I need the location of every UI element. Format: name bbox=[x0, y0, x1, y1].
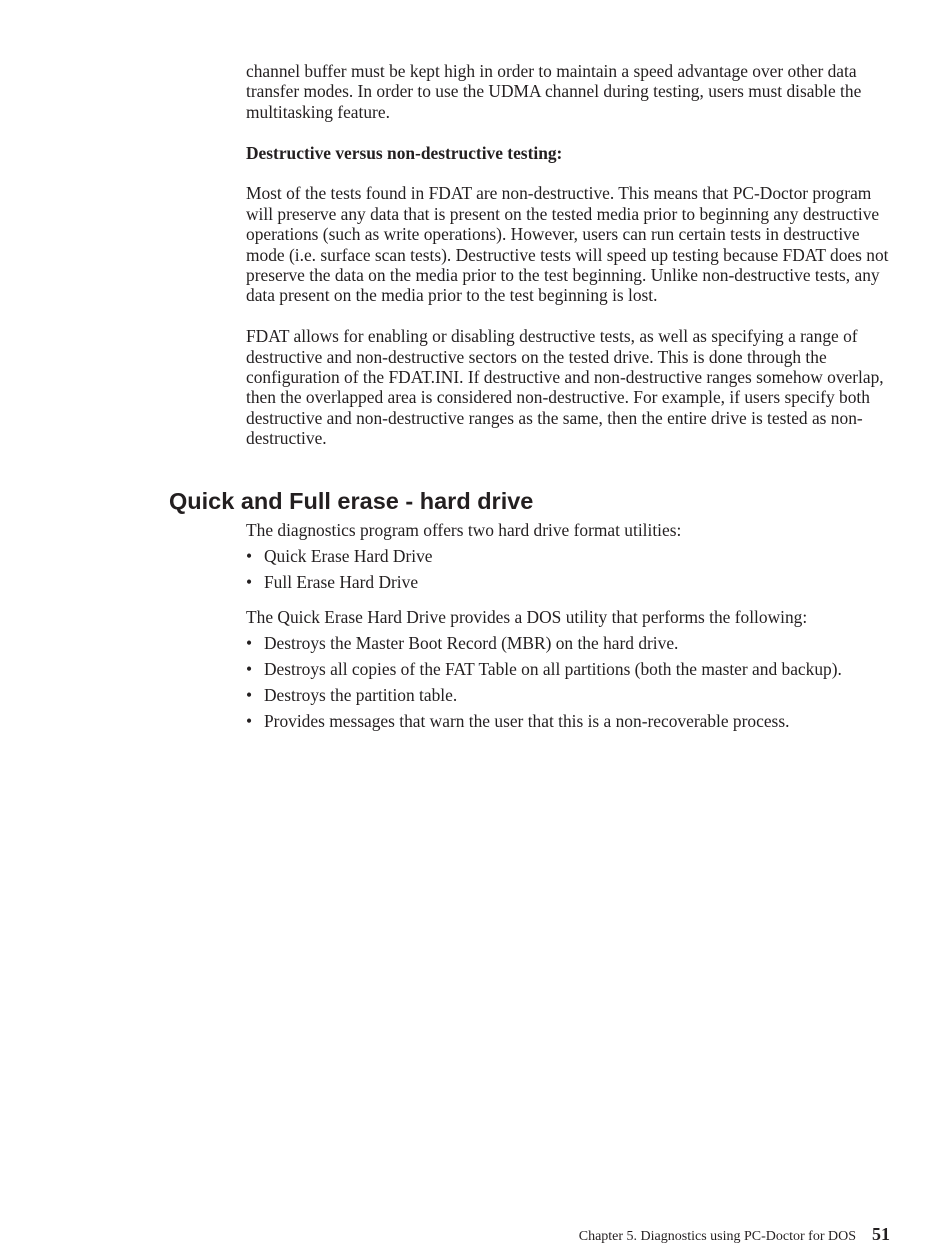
erase-section-body bbox=[246, 520, 894, 737]
list-item bbox=[246, 711, 894, 731]
utilities-lead: The diagnostics program offers two hard drive format utilities: bbox=[246, 520, 682, 540]
list-item-text: Full Erase Hard Drive bbox=[264, 571, 419, 592]
destructive-testing-subheading: Destructive versus non-destructive testing: bbox=[246, 142, 563, 163]
bullet-icon: • bbox=[246, 684, 253, 705]
intro-block bbox=[246, 61, 894, 469]
bullet-icon: • bbox=[246, 545, 253, 566]
list-item-text: Destroys all copies of the FAT Table on all partitions (both the master and backup). bbox=[264, 659, 842, 680]
bullet-icon: • bbox=[246, 659, 253, 680]
list-item bbox=[246, 572, 894, 592]
section-heading: Quick and Full erase - hard drive bbox=[169, 488, 534, 514]
bullet-icon: • bbox=[246, 710, 253, 731]
list-item bbox=[246, 685, 894, 705]
quick-erase-lead: The Quick Erase Hard Drive provides a DOS utility that performs the following: bbox=[246, 607, 808, 628]
bullet-icon: • bbox=[246, 633, 253, 654]
page-footer bbox=[579, 1224, 890, 1247]
bullet-icon: • bbox=[246, 571, 253, 592]
quick-erase-list bbox=[246, 633, 894, 731]
list-item bbox=[246, 659, 894, 679]
list-item-text: Quick Erase Hard Drive bbox=[264, 545, 433, 566]
footer-chapter-title: Chapter 5. Diagnostics using PC-Doctor for DOS bbox=[578, 1229, 856, 1244]
list-item-text: Destroys the partition table. bbox=[264, 684, 458, 705]
list-item-text: Provides messages that warn the user that this is a non-recoverable process. bbox=[264, 710, 790, 731]
destructive-ranges-paragraph: FDAT allows for enabling or disabling destructive tests, as well as specifying a range of destructive and non-destructive sectors on the tested drive. This is done through the configuration of the FDAT.INI. If destructive and non-destructive ranges somehow overlap, then the overlapped area is considered non-destructive. For example, if users specify both destructive and non-destructive ranges as the same, then the entire drive is tested as non-destructive. bbox=[246, 326, 884, 449]
list-item-text: Destroys the Master Boot Record (MBR) on the hard drive. bbox=[264, 633, 679, 654]
non-destructive-paragraph: Most of the tests found in FDAT are non-destructive. This means that PC-Doctor program will preserve any data that is present on the tested media prior to beginning any destructive operations (such as write operations). However, users can run certain tests in destructive mode (i.e. surface scan tests). Destructive tests will speed up testing because FDAT does not preserve the data on the media prior to the test beginning. Unlike non-destructive tests, any data present on the media prior to the test beginning is lost. bbox=[246, 183, 889, 306]
continuation-paragraph: channel buffer must be kept high in order to maintain a speed advantage over other data transfer modes. In order to use the UDMA channel during testing, users must disable the multitasking feature. bbox=[246, 61, 862, 122]
utilities-list bbox=[246, 546, 894, 592]
page-number: 51 bbox=[872, 1224, 890, 1244]
list-item bbox=[246, 546, 894, 566]
list-item bbox=[246, 633, 894, 653]
